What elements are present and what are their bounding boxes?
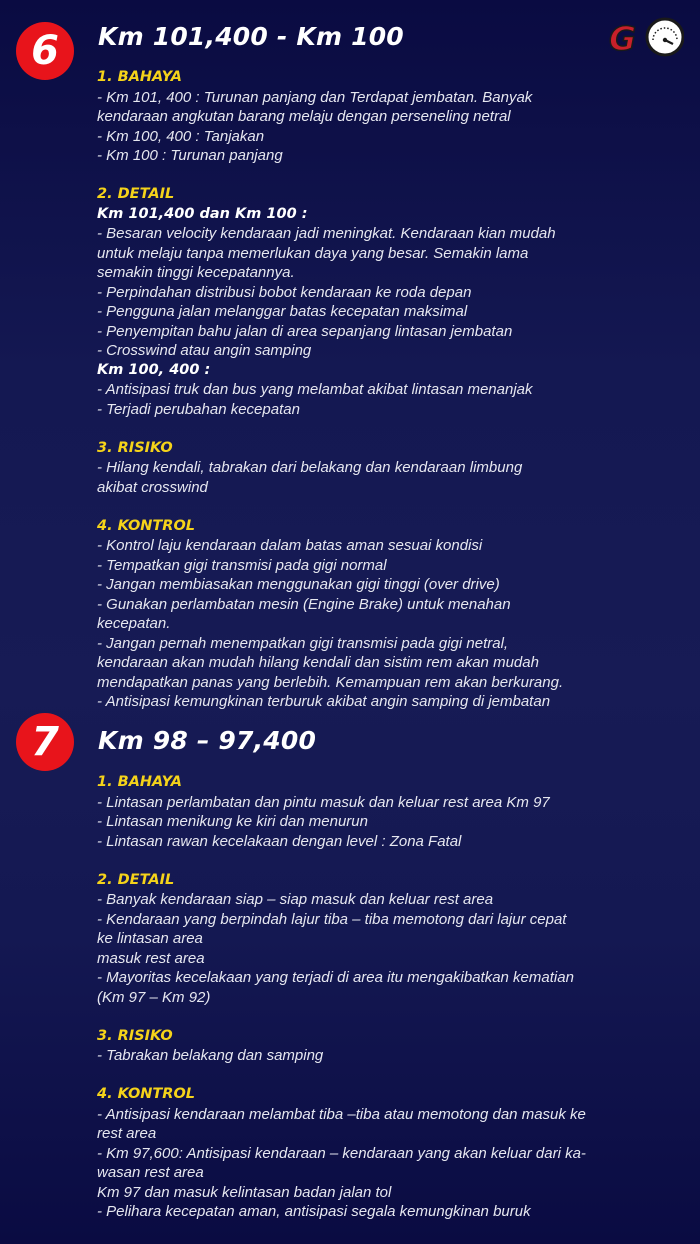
kontrol-heading: 4. KONTROL xyxy=(97,1086,196,1102)
kontrol-line: mendapatkan panas yang berlebih. Kemampuan rem akan berkurang. xyxy=(97,673,564,691)
kontrol-line: - Kontrol laju kendaraan dalam batas aman sesuai kondisi xyxy=(97,537,483,554)
detail-line: - Crosswind atau angin samping xyxy=(97,342,312,359)
detail-heading: 2. DETAIL xyxy=(97,871,175,888)
kontrol-line: wasan rest area xyxy=(97,1164,204,1181)
kontrol-line: - Antisipasi kemungkinan terburuk akibat angin samping di jembatan xyxy=(97,693,551,710)
risiko-heading: 3. RISIKO xyxy=(97,439,173,456)
bahaya-line: - Km 101, 400 : Turunan panjang dan Terdapat jembatan. Banyak xyxy=(97,88,533,106)
detail-heading: 2. DETAIL xyxy=(97,186,175,202)
kontrol-line: - Gunakan perlambatan mesin (Engine Brake) untuk menahan xyxy=(97,595,511,613)
go-logo xyxy=(606,16,684,58)
bahaya-line: - Lintasan rawan kecelakaan dengan level : Zona Fatal xyxy=(97,832,462,850)
section-body xyxy=(97,68,657,712)
detail-line: - Terjadi perubahan kecepatan xyxy=(97,400,300,418)
bahaya-line: - Km 100 : Turunan panjang xyxy=(97,147,283,164)
kontrol-line: kendaraan akan mudah hilang kendali dan sistim rem akan mudah xyxy=(97,654,539,671)
bahaya-line: - Lintasan menikung ke kiri dan menurun xyxy=(97,813,368,830)
section-number-badge: 7 xyxy=(16,713,74,771)
kontrol-line: kecepatan. xyxy=(97,615,171,632)
section-number-badge: 6 xyxy=(16,22,74,80)
kontrol-heading: 4. KONTROL xyxy=(97,517,196,534)
detail-subheading: Km 100, 400 : xyxy=(97,361,211,378)
kontrol-line: - Km 97,600: Antisipasi kendaraan – kendaraan yang akan keluar dari ka- xyxy=(97,1144,586,1162)
risiko-line: - Hilang kendali, tabrakan dari belakang dan kendaraan limbung xyxy=(97,459,523,476)
detail-line: - Banyak kendaraan siap – siap masuk dan keluar rest area xyxy=(97,891,494,908)
detail-line: ke lintasan area xyxy=(97,930,203,947)
detail-line: masuk rest area xyxy=(97,949,205,967)
kontrol-line: - Pelihara kecepatan aman, antisipasi segala kemungkinan buruk xyxy=(97,1203,531,1220)
detail-line: - Kendaraan yang berpindah lajur tiba – tiba memotong dari lajur cepat xyxy=(97,910,567,928)
spacer xyxy=(97,419,657,439)
kontrol-line: - Tempatkan gigi transmisi pada gigi normal xyxy=(97,556,387,574)
detail-line: - Besaran velocity kendaraan jadi meningkat. Kendaraan kian mudah xyxy=(97,225,556,242)
risiko-line: akibat crosswind xyxy=(97,478,208,496)
spacer xyxy=(97,166,657,186)
section-body xyxy=(97,773,657,1222)
detail-line: - Mayoritas kecelakaan yang terjadi di area itu mengakibatkan kematian xyxy=(97,969,574,986)
detail-line: untuk melaju tanpa memerlukan daya yang besar. Semakin lama xyxy=(97,244,529,262)
spacer xyxy=(97,497,657,517)
detail-line: - Antisipasi truk dan bus yang melambat akibat lintasan menanjak xyxy=(97,381,533,398)
risiko-heading: 3. RISIKO xyxy=(97,1027,173,1044)
kontrol-line: - Antisipasi kendaraan melambat tiba –tiba atau memotong dan masuk ke xyxy=(97,1105,586,1123)
spacer xyxy=(97,1066,657,1086)
bahaya-line: kendaraan angkutan barang melaju dengan perseneling netral xyxy=(97,108,511,125)
section-title: Km 98 – 97,400 xyxy=(98,726,317,755)
bahaya-heading: 1. BAHAYA xyxy=(97,774,182,790)
kontrol-line: rest area xyxy=(97,1125,157,1142)
spacer xyxy=(97,1007,657,1027)
spacer xyxy=(97,851,657,871)
detail-line: - Perpindahan distribusi bobot kendaraan ke roda depan xyxy=(97,283,472,301)
kontrol-line: Km 97 dan masuk kelintasan badan jalan tol xyxy=(97,1183,392,1201)
detail-line: semakin tinggi kecepatannya. xyxy=(97,264,295,281)
kontrol-line: - Jangan membiasakan menggunakan gigi tinggi (over drive) xyxy=(97,576,500,593)
bahaya-heading: 1. BAHAYA xyxy=(97,69,182,85)
detail-subheading: Km 101,400 dan Km 100 : xyxy=(97,205,308,222)
kontrol-line: - Jangan pernah menempatkan gigi transmisi pada gigi netral, xyxy=(97,634,509,652)
svg-text:G: G xyxy=(609,19,637,58)
detail-line: (Km 97 – Km 92) xyxy=(97,988,211,1006)
detail-line: - Penyempitan bahu jalan di area sepanjang lintasan jembatan xyxy=(97,322,513,340)
section-title: Km 101,400 - Km 100 xyxy=(98,22,404,51)
detail-line: - Pengguna jalan melanggar batas kecepatan maksimal xyxy=(97,303,468,320)
bahaya-line: - Lintasan perlambatan dan pintu masuk dan keluar rest area Km 97 xyxy=(97,793,550,811)
risiko-line: - Tabrakan belakang dan samping xyxy=(97,1047,324,1064)
go-logo-graphic xyxy=(606,16,684,58)
bahaya-line: - Km 100, 400 : Tanjakan xyxy=(97,127,265,145)
